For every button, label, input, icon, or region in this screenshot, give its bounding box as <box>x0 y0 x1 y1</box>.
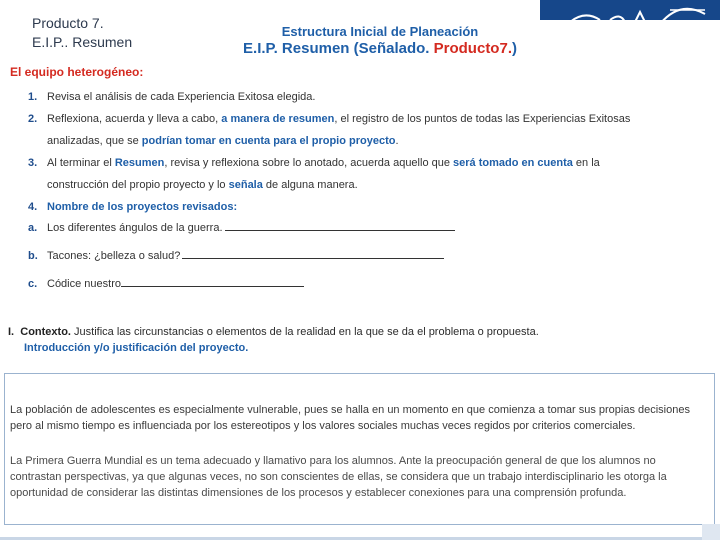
item-highlight: señala <box>228 179 263 191</box>
context-number: I. <box>8 326 15 338</box>
project-letter: c. <box>28 278 38 290</box>
item-highlight: podrían tomar en cuenta para el propio proyecto <box>141 135 396 147</box>
subtitle-suffix: ) <box>511 40 517 57</box>
item-text-part: Reflexiona, acuerda y lleva a cabo, <box>47 113 222 125</box>
item-text <box>47 108 630 130</box>
justification-paragraph: La población de adolescentes es especialmente vulnerable, pues se halla en un momento en que comienza a tomar sus propias decisiones pero al mismo tiempo es influenciada por los estereotipos y los valores sociales muchas veces regidos por criterios comerciales. <box>10 404 690 432</box>
slide-label-line2: E.I.P.. Resumen <box>32 34 133 50</box>
project-letter: b. <box>28 250 38 262</box>
fill-in-line <box>182 246 444 259</box>
item-text-part: , revisa y reflexiona sobre lo anotado, acuerda aquello que <box>164 157 454 169</box>
page-title: Estructura Inicial de Planeación <box>281 24 479 39</box>
item-text-part: construcción del propio proyecto y lo <box>47 179 229 191</box>
item-highlight: Resumen <box>114 157 165 169</box>
fill-in-line <box>121 274 304 287</box>
justification-paragraph: La Primera Guerra Mundial es un tema adecuado y llamativo para los alumnos. Ante la preocupación general de que los alumnos no contrastan perspectivas, ya que algunas veces, no son conscientes de ellas, se considera que un trabajo interdisciplinario les otorga la oportunidad de considerar las distintas dimensiones de los procesos y establecer conexiones para una comprensión profunda. <box>10 455 667 499</box>
item-text: Nombre de los proyectos revisados: <box>47 201 238 213</box>
item-highlight: será tomado en cuenta <box>453 157 573 169</box>
item-text <box>47 130 399 152</box>
subtitle-prefix: E.I.P. Resumen (Señalado. <box>243 40 434 57</box>
item-number: 1. <box>28 91 38 103</box>
project-name: Tacones: ¿belleza o salud? <box>47 250 181 262</box>
subtitle-highlight: Producto7. <box>433 40 512 57</box>
item-text: Revisa el análisis de cada Experiencia Exitosa elegida. <box>47 91 316 103</box>
item-number: 2. <box>28 113 38 125</box>
fill-in-line <box>225 218 455 231</box>
project-text <box>47 273 304 295</box>
project-text <box>47 245 444 267</box>
project-letter: a. <box>28 222 38 234</box>
context-label: Contexto. <box>20 326 71 338</box>
item-text-part: , el registro de los puntos de todas las Experiencias Exitosas <box>334 113 631 125</box>
item-number: 4. <box>28 201 38 213</box>
item-text-part: . <box>395 135 399 147</box>
project-text <box>47 217 455 239</box>
item-highlight: a manera de resumen <box>221 113 335 125</box>
page-subtitle <box>0 40 720 57</box>
context-line <box>8 324 539 341</box>
footer-corner <box>702 524 720 540</box>
item-number: 3. <box>28 157 38 169</box>
item-text <box>47 174 358 196</box>
intro-heading: Introducción y/o justificación del proyecto. <box>24 342 249 354</box>
item-text <box>47 152 600 174</box>
team-heading: El equipo heterogéneo: <box>10 65 144 79</box>
item-text-part: analizadas, que se <box>47 135 142 147</box>
item-text-part: Al terminar el <box>47 157 115 169</box>
item-text-part: en la <box>572 157 600 169</box>
project-name: Los diferentes ángulos de la guerra. <box>47 222 223 234</box>
slide-label-line1: Producto 7. <box>32 15 104 31</box>
item-text-part: de alguna manera. <box>262 179 358 191</box>
project-name: Códice nuestro <box>47 278 121 290</box>
justification-textbox <box>4 373 715 525</box>
context-text: Justifica las circunstancias o elementos de la realidad en la que se da el problema o propuesta. <box>70 326 539 338</box>
